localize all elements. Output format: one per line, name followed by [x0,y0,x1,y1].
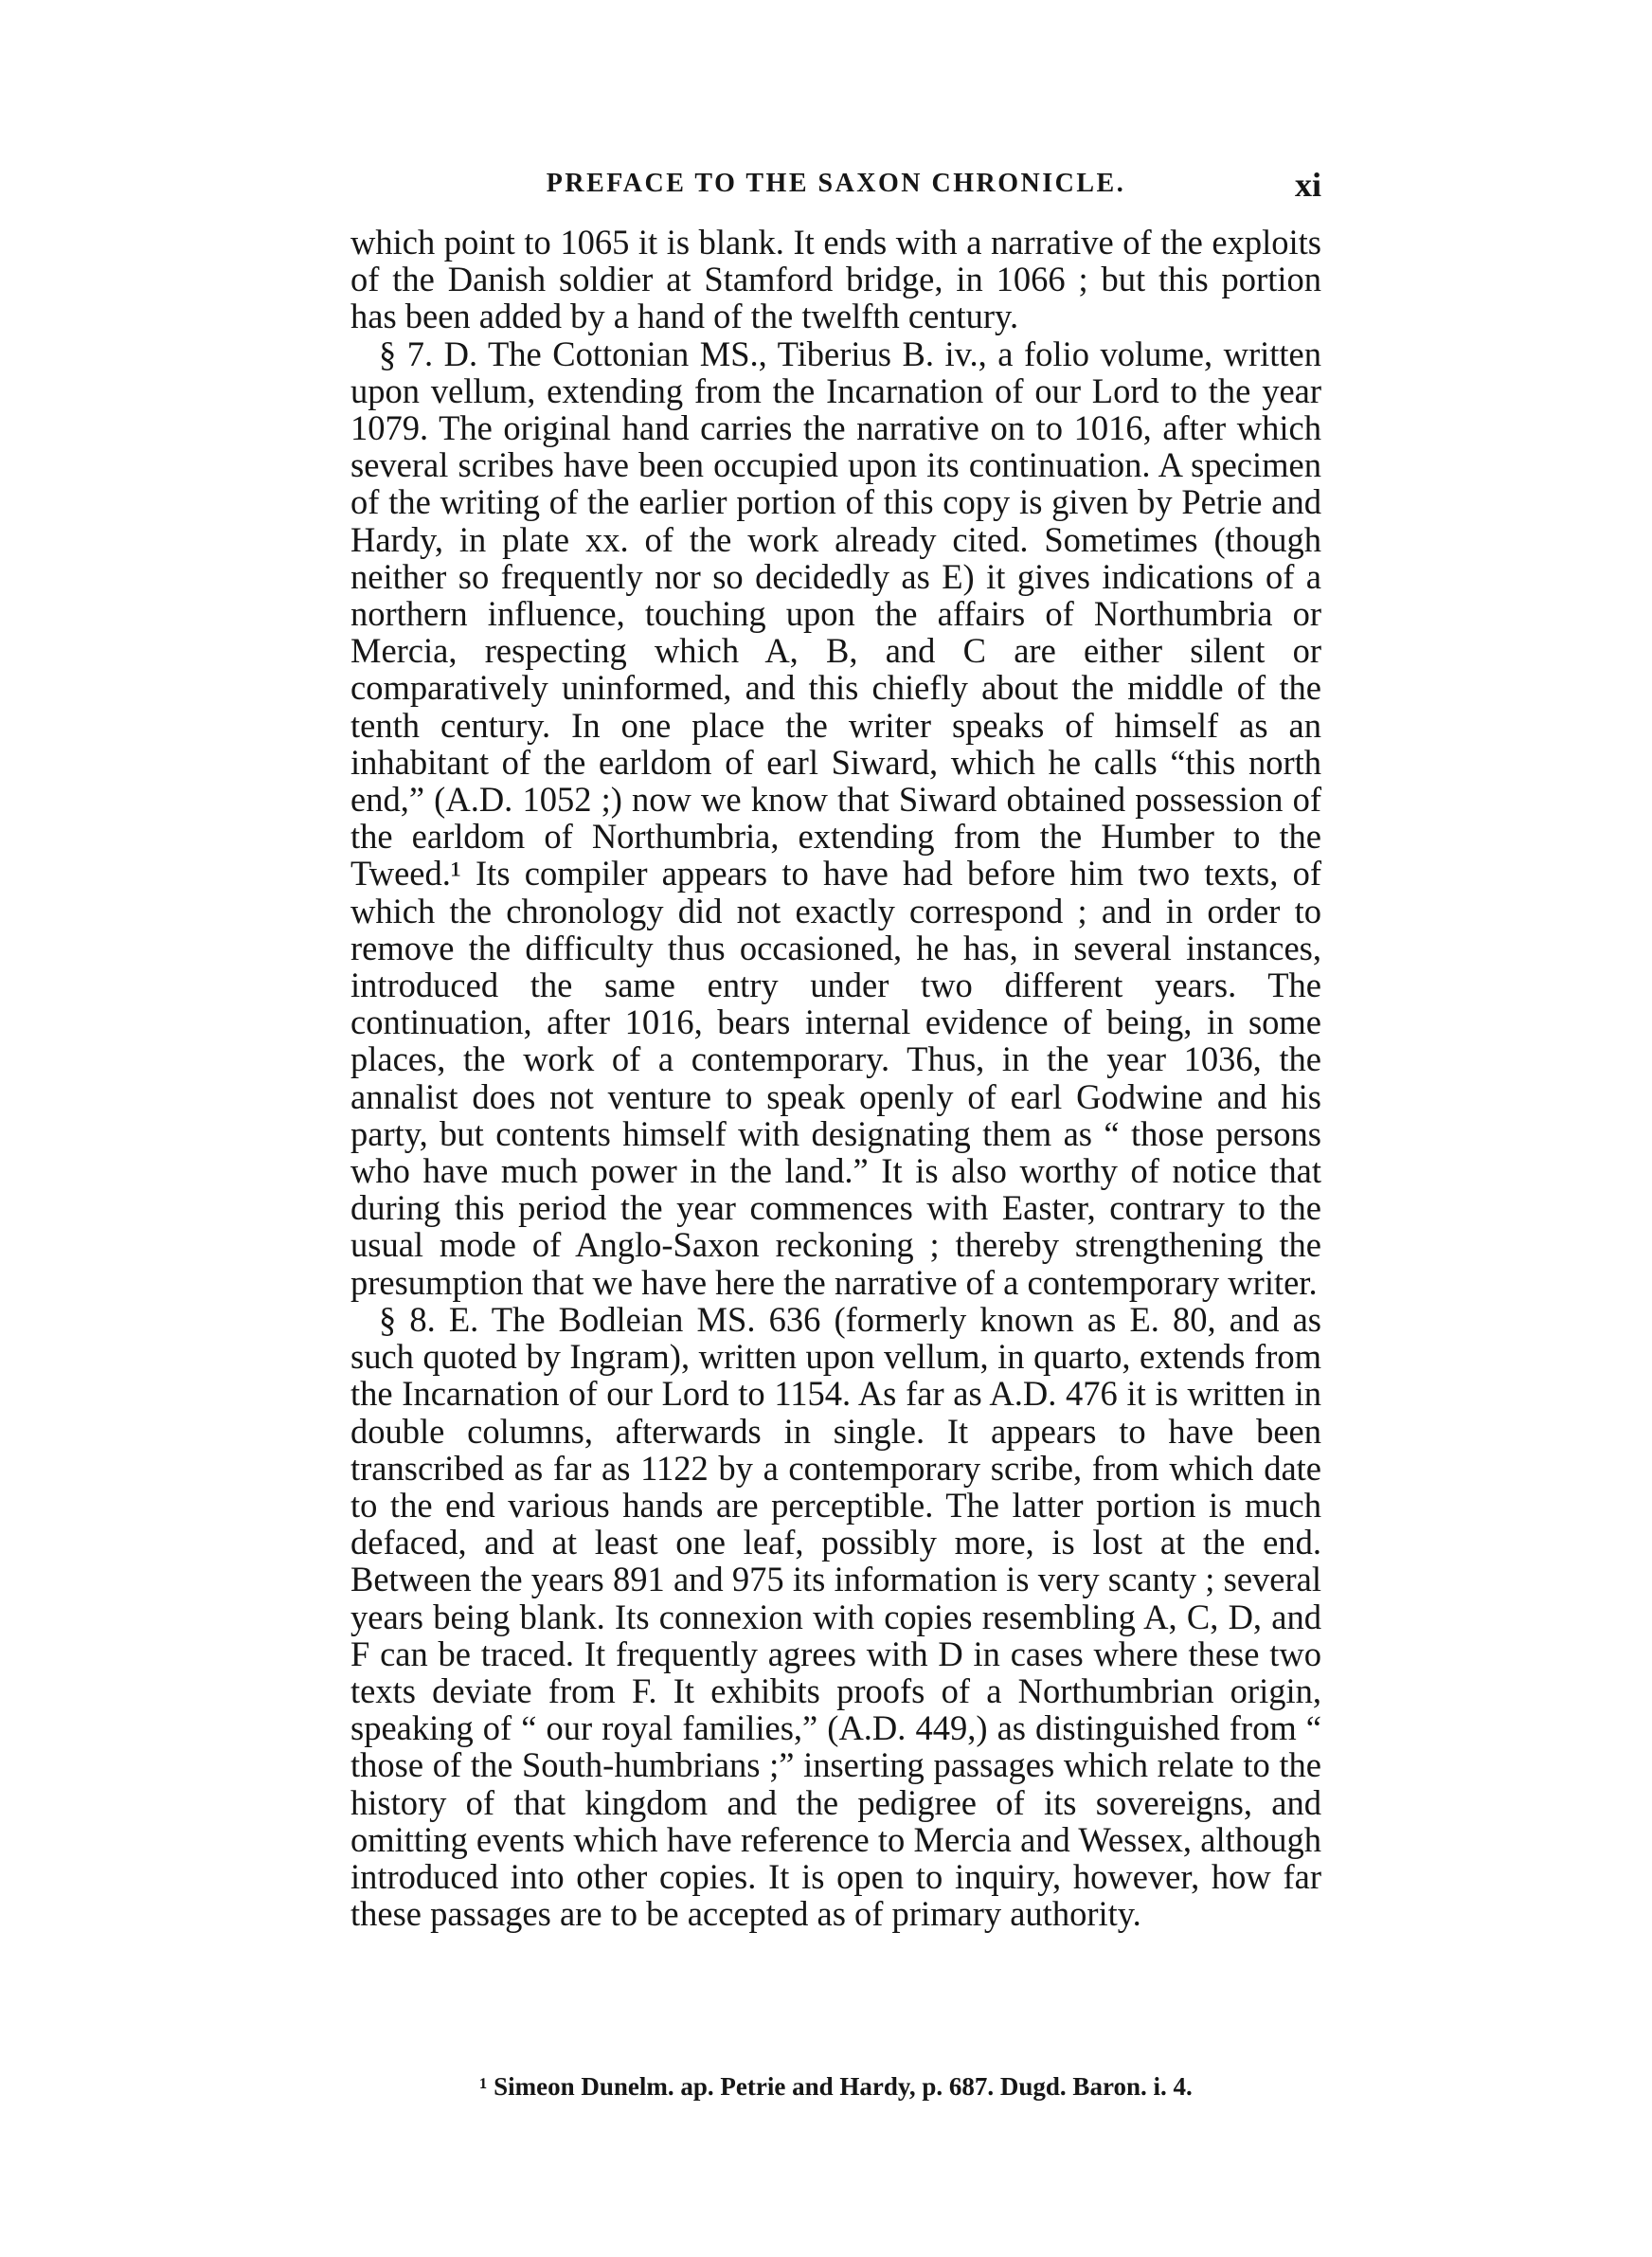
paragraph-section-8: § 8. E. The Bodleian MS. 636 (formerly known as E. 80, and as such quoted by Ingram), written upon vellum, in quarto, extends from the Incarnation of our Lord to 1154. As far as A.D. 476 it is written in double columns, afterwards in single. It appears to have been transcribed as far as 1122 by a contemporary scribe, from which date to the end various hands are perceptible. The latter portion is much defaced, and at least one leaf, possibly more, is lost at the end. Between the years 891 and 975 its information is very scanty ; several years being blank. Its connexion with copies resembling A, C, D, and F can be traced. It frequently agrees with D in cases where these two texts deviate from F. It exhibits proofs of a Northumbrian origin, speaking of “ our royal families,” (A.D. 449,) as distinguished from “ those of the South-humbrians ;” inserting passages which relate to the history of that kingdom and the pedigree of its sovereigns, and omitting events which have reference to Mercia and Wessex, although introduced into other copies. It is open to inquiry, however, how far these passages are to be accepted as of primary authority. [350,1299,1321,1934]
running-head: PREFACE TO THE SAXON CHRONICLE. [546,169,1126,198]
footnote: ¹ Simeon Dunelm. ap. Petrie and Hardy, p. 687. Dugd. Baron. i. 4. [479,2072,1193,2101]
page-header [350,166,1321,210]
paragraph-continuation: which point to 1065 it is blank. It ends with a narrative of the exploits of the Danish soldier at Stamford bridge, in 1066 ; but this portion has been added by a hand of the twelfth century. [350,223,1321,336]
page-number: xi [1294,166,1321,204]
paragraph-section-7: § 7. D. The Cottonian MS., Tiberius B. iv., a folio volume, written upon vellum, extending from the Incarnation of our Lord to the year 1079. The original hand carries the narrative on to 1016, after which several scribes have been occupied upon its continuation. A specimen of the writing of the earlier portion of this copy is given by Petrie and Hardy, in plate xx. of the work already cited. Sometimes (though neither so frequently nor so decidedly as E) it gives indications of a northern influence, touching upon the affairs of Northumbria or Mercia, respecting which A, B, and C are either silent or comparatively uninformed, and this chiefly about the middle of the tenth century. In one place the writer speaks of himself as an inhabitant of the earldom of earl Siward, which he calls “this north end,” (A.D. 1052 ;) now we know that Siward obtained possession of the earldom of Northumbria, extending from the Humber to the Tweed.¹ Its compiler appears to have had before him two texts, of which the chronology did not exactly correspond ; and in order to remove the difficulty thus occasioned, he has, in several instances, introduced the same entry under two different years. The continuation, after 1016, bears internal evidence of being, in some places, the work of a contemporary. Thus, in the year 1036, the annalist does not venture to speak openly of earl Godwine and his party, but contents himself with designating them as “ those persons who have much power in the land.” It is also worthy of notice that during this period the year commences with Easter, contrary to the usual mode of Anglo-Saxon reckoning ; thereby strengthening the presumption that we have here the narrative of a contemporary writer. [350,334,1321,1302]
body-text [350,224,1321,1932]
